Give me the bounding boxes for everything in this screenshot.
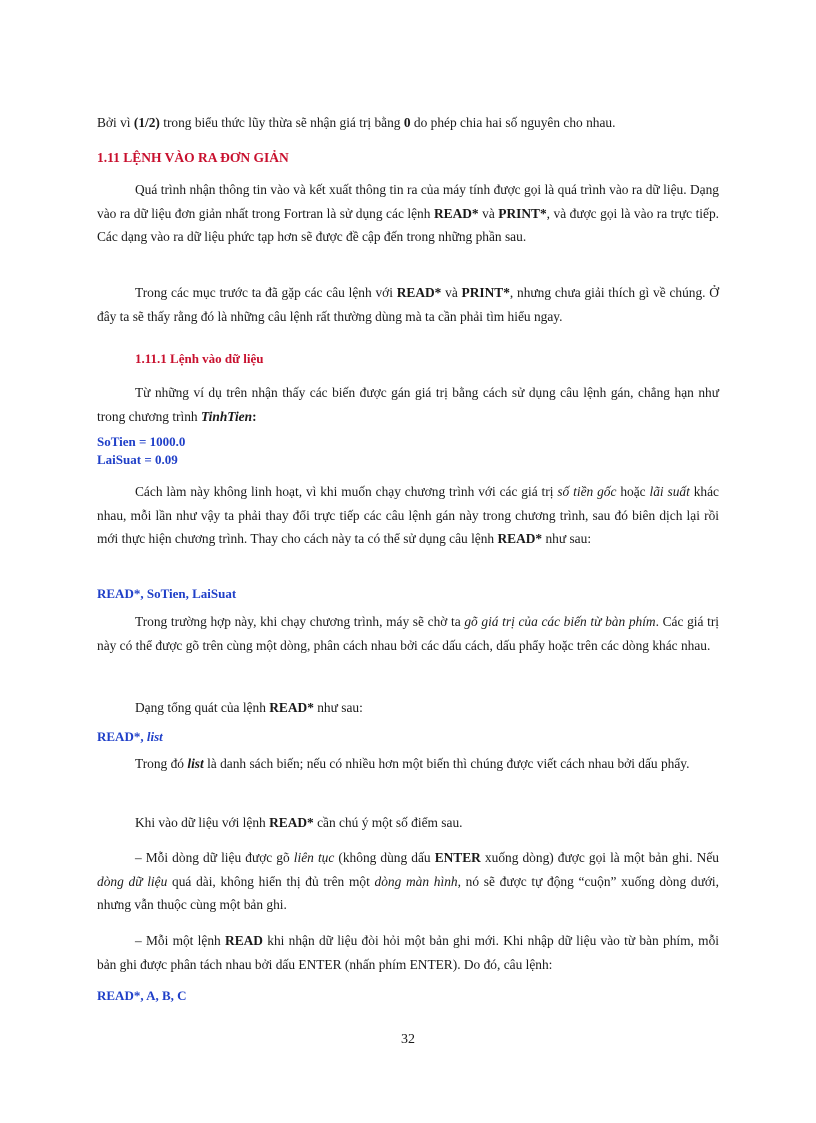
paragraph-read-record: – Mỗi một lệnh READ khi nhận dữ liệu đòi hỏi một bản ghi mới. Khi nhập dữ liệu vào từ bàn phím, mỗi bản ghi được phân tách nhau bởi dấu ENTER (nhấn phím ENTER). Do đó, câu lệnh: — [97, 933, 720, 972]
code-read-sotien: READ*, SoTien, LaiSuat — [97, 586, 237, 601]
section-title: 1.11 LỆNH VÀO RA ĐƠN GIẢN — [97, 150, 289, 165]
paragraph-keyboard-input: Trong trường hợp này, khi chạy chương trình, máy sẽ chờ ta gõ giá trị của các biến từ bàn phím. Các giá trị này có thể được gõ trên cùng một dòng, phân cách nhau bởi các dấu cách, dấu phẩy hoặc trên các dòng khác nhau. — [97, 614, 720, 653]
code-line: LaiSuat = 0.09 — [97, 452, 178, 467]
code-read-list: READ*, list — [97, 729, 163, 744]
paragraph-notes: Khi vào dữ liệu với lệnh READ* cần chú ý một số điểm sau. — [135, 815, 463, 830]
paragraph-flexibility: Cách làm này không linh hoạt, vì khi muốn chạy chương trình với các giá trị số tiền gốc hoặc lãi suất khác nhau, mỗi lần như vậy ta phải thay đổi trực tiếp các câu lệnh gán này trong chương trình, sau đó biên dịch lại rồi mới thực hiện chương trình. Thay cho cách này ta có thể sử dụng câu lệnh READ* như sau: — [97, 484, 719, 546]
paragraph-io-intro: Quá trình nhận thông tin vào và kết xuất thông tin ra của máy tính được gọi là quá trình vào ra dữ liệu. Dạng vào ra dữ liệu đơn giản nhất trong Fortran là sử dụng các lệnh READ* và PRINT*, và được gọi là vào ra trực tiếp. Các dạng vào ra dữ liệu phức tạp hơn sẽ được đề cập đến trong những phần sau. — [97, 182, 719, 244]
code-read-abc: READ*, A, B, C — [97, 988, 187, 1003]
paragraph-list-definition: Trong đó list là danh sách biến; nếu có nhiều hơn một biến thì chúng được viết cách nhau bởi dấu phẩy. — [135, 756, 690, 771]
paragraph-record: – Mỗi dòng dữ liệu được gõ liên tục (không dùng dấu ENTER xuống dòng) được gọi là một bản ghi. Nếu dòng dữ liệu quá dài, không hiển thị đủ trên một dòng màn hình, nó sẽ được tự động “cuộn” xuống dòng dưới, nhưng vẫn thuộc cùng một bản ghi. — [97, 850, 719, 912]
intro-paragraph: Bởi vì (1/2) trong biểu thức lũy thừa sẽ nhận giá trị bằng 0 do phép chia hai số nguyên cho nhau. — [97, 115, 616, 130]
code-line: SoTien = 1000.0 — [97, 434, 186, 449]
paragraph-previous-sections: Trong các mục trước ta đã gặp các câu lệnh với READ* và PRINT*, nhưng chưa giải thích gì về chúng. Ở đây ta sẽ thấy rằng đó là những câu lệnh rất thường dùng mà ta cần phải tìm hiểu ngay. — [97, 285, 719, 324]
subsection-title: 1.11.1 Lệnh vào dữ liệu — [135, 351, 264, 366]
page-number: 32 — [401, 1032, 415, 1047]
paragraph-assignment: Từ những ví dụ trên nhận thấy các biến được gán giá trị bằng cách sử dụng câu lệnh gán, chẳng hạn như trong chương trình TinhTien: — [97, 385, 719, 424]
paragraph-general-form: Dạng tổng quát của lệnh READ* như sau: — [135, 700, 363, 715]
